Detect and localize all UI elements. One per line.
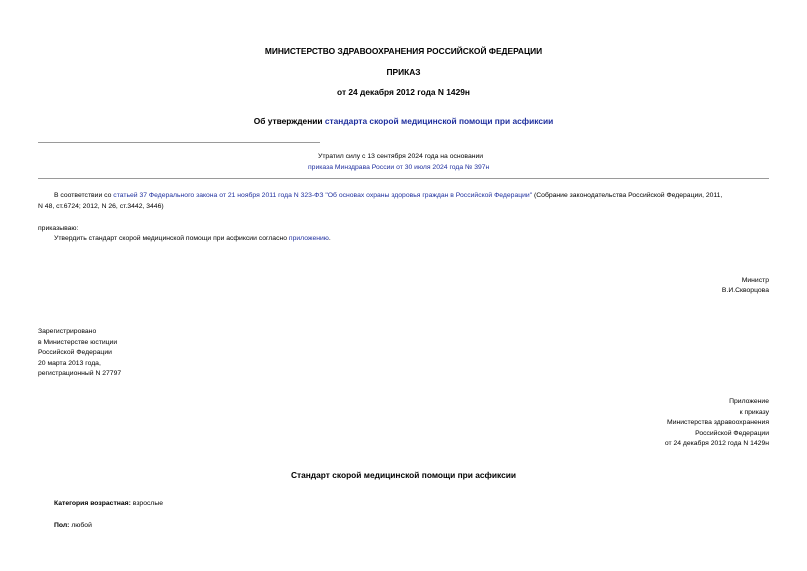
- approve-prefix: Утвердить стандарт скорой медицинской помощи при асфиксии согласно: [54, 235, 289, 242]
- standard-title: Стандарт скорой медицинской помощи при асфиксии: [290, 470, 517, 480]
- repeal-note-link[interactable]: приказа Минздрава России от 30 июля 2024 года № 397н: [308, 164, 490, 171]
- signature-title: Министр: [741, 277, 769, 284]
- age-label: Категория возрастная:: [54, 500, 131, 507]
- basis-prefix: В соответствии со: [54, 192, 114, 199]
- registration-line: регистрационный N 27797: [38, 370, 122, 377]
- doc-date-number: от 24 декабря 2012 года N 1429н: [337, 87, 470, 97]
- paragraph-basis-line1: [54, 191, 722, 202]
- age-value: взрослые: [130, 500, 164, 507]
- doc-subject: [0, 116, 807, 126]
- subject-prefix: Об утверждении: [253, 116, 325, 126]
- repeal-note-line1: Утратил силу с 13 сентября 2024 года на основании: [318, 153, 484, 160]
- orders-label: приказываю:: [38, 225, 79, 232]
- law-link[interactable]: статьей 37 Федерального закона от 21 ноября 2011 года N 323-ФЗ "Об основах охраны здоровья граждан в Российской Федерации": [113, 192, 533, 199]
- sex-category: [54, 521, 92, 532]
- appendix-line: Министерства здравоохранения: [667, 419, 769, 426]
- age-category: [54, 499, 163, 510]
- subject-link[interactable]: стандарта скорой медицинской помощи при асфиксии: [324, 116, 554, 126]
- divider-short: [38, 142, 320, 143]
- doc-type: ПРИКАЗ: [386, 67, 421, 77]
- ministry-title: МИНИСТЕРСТВО ЗДРАВООХРАНЕНИЯ РОССИЙСКОЙ ФЕДЕРАЦИИ: [264, 46, 543, 56]
- appendix-line: Приложение: [729, 398, 769, 405]
- sex-label: Пол:: [54, 522, 70, 529]
- appendix-line: от 24 декабря 2012 года N 1429н: [664, 440, 769, 447]
- approve-paragraph: [54, 234, 331, 245]
- registration-line: Зарегистрировано: [38, 328, 97, 335]
- paragraph-basis-line2: N 48, ст.6724; 2012, N 26, ст.3442, 3446): [38, 203, 164, 210]
- signature-name: В.И.Скворцова: [721, 287, 769, 294]
- registration-block: [38, 327, 121, 380]
- appendix-block: [665, 397, 769, 450]
- registration-line: 20 марта 2013 года,: [38, 359, 101, 367]
- basis-suffix: (Собрание законодательства Российской Федерации, 2011,: [532, 192, 723, 199]
- appendix-link[interactable]: приложению: [288, 235, 329, 242]
- sex-value: любой: [69, 522, 92, 529]
- registration-line: Российской Федерации: [38, 349, 112, 356]
- divider-full: [38, 178, 769, 179]
- appendix-line: Российской Федерации: [695, 429, 769, 437]
- appendix-line: к приказу: [739, 408, 769, 416]
- registration-line: в Министерстве юстиции: [38, 338, 118, 346]
- approve-suffix: .: [328, 235, 331, 242]
